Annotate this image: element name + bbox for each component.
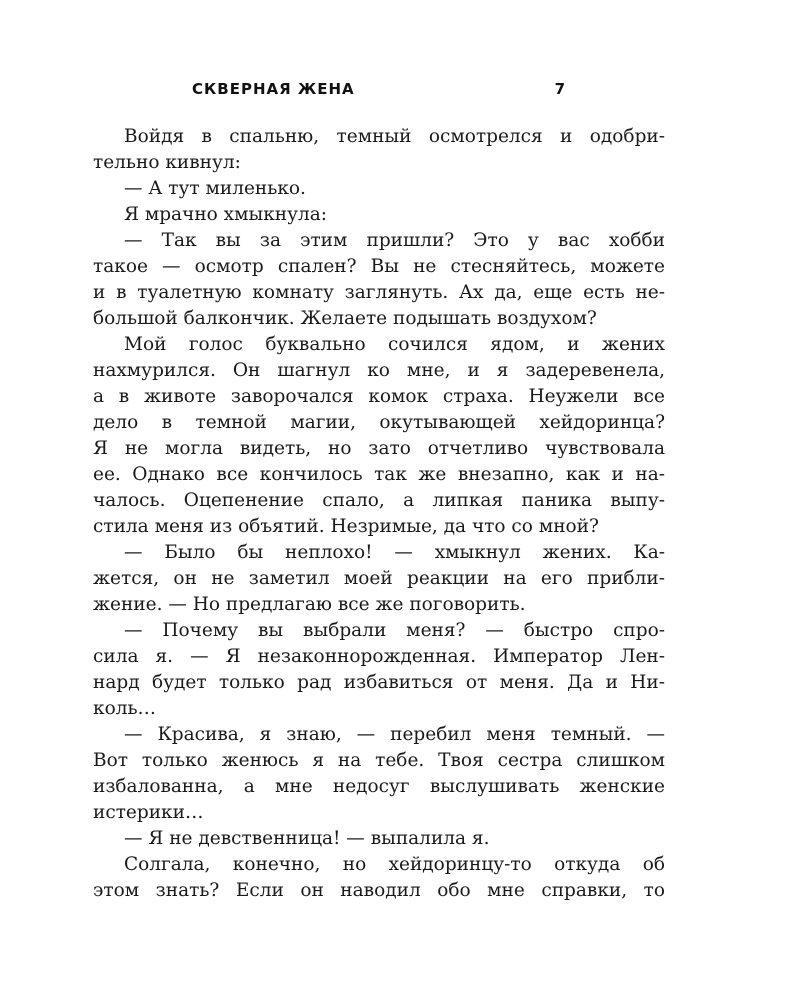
text-line: этом знать? Если он наводил обо мне справки, то [93,880,665,901]
text-line: Мой голос буквально сочился ядом, и жених [124,334,665,355]
text-line: Солгала, конечно, но хейдоринцу-то откуда об [124,854,665,875]
text-line: ее. Однако все кончилось так же внезапно, как и на- [93,464,665,485]
text-line: истерики… [93,802,204,823]
book-title: СКВЕРНАЯ ЖЕНА [192,80,355,98]
text-line: — Я не девственница! — выпалила я. [124,828,490,849]
text-line: Вот только женюсь я на тебе. Твоя сестра слишком [93,750,665,771]
text-line: и в туалетную комнату заглянуть. Ах да, еще есть не- [93,282,665,303]
text-line: Войдя в спальню, темный осмотрелся и одобри- [124,126,665,147]
text-line: нахмурился. Он шагнул ко мне, и я задеревенела, [93,360,665,381]
text-line: большой балкончик. Желаете подышать воздухом? [93,308,597,329]
text-line: стила меня из объятий. Незримые, да что со мной? [93,516,599,537]
text-line: — А тут миленько. [124,178,306,199]
text-line: дело в темной магии, окутывающей хейдоринца? [93,412,665,433]
text-line: избалованна, а мне недосуг выслушивать женские [93,776,665,797]
text-line: коль… [93,698,157,719]
text-line: жется, он не заметил моей реакции на его прибли- [93,568,665,589]
text-line: — Было бы неплохо! — хмыкнул жених. Ка- [124,542,665,563]
text-line: сила я. — Я незаконнорожденная. Император Лен- [93,646,665,667]
text-line: Я мрачно хмыкнула: [124,204,328,225]
text-line: чалось. Оцепенение спало, а липкая паника выпу- [93,490,665,511]
text-line: — Красива, я знаю, — перебил меня темный. — [124,724,665,745]
page-number: 7 [554,80,566,98]
text-line: а в животе заворочался комок страха. Неужели все [93,386,665,407]
body-text [93,124,665,904]
text-line: такое — осмотр спален? Вы не стесняйтесь, можете [93,256,665,277]
text-line: тельно кивнул: [93,152,241,173]
text-line: нард будет только рад избавиться от меня. Да и Ни- [93,672,665,693]
running-head [192,80,566,104]
text-line: жение. — Но предлагаю все же поговорить. [93,594,526,615]
text-line: — Так вы за этим пришли? Это у вас хобби [124,230,665,251]
text-line: — Почему вы выбрали меня? — быстро спро- [124,620,665,641]
text-line: Я не могла видеть, но зато отчетливо чувствовала [93,438,665,459]
